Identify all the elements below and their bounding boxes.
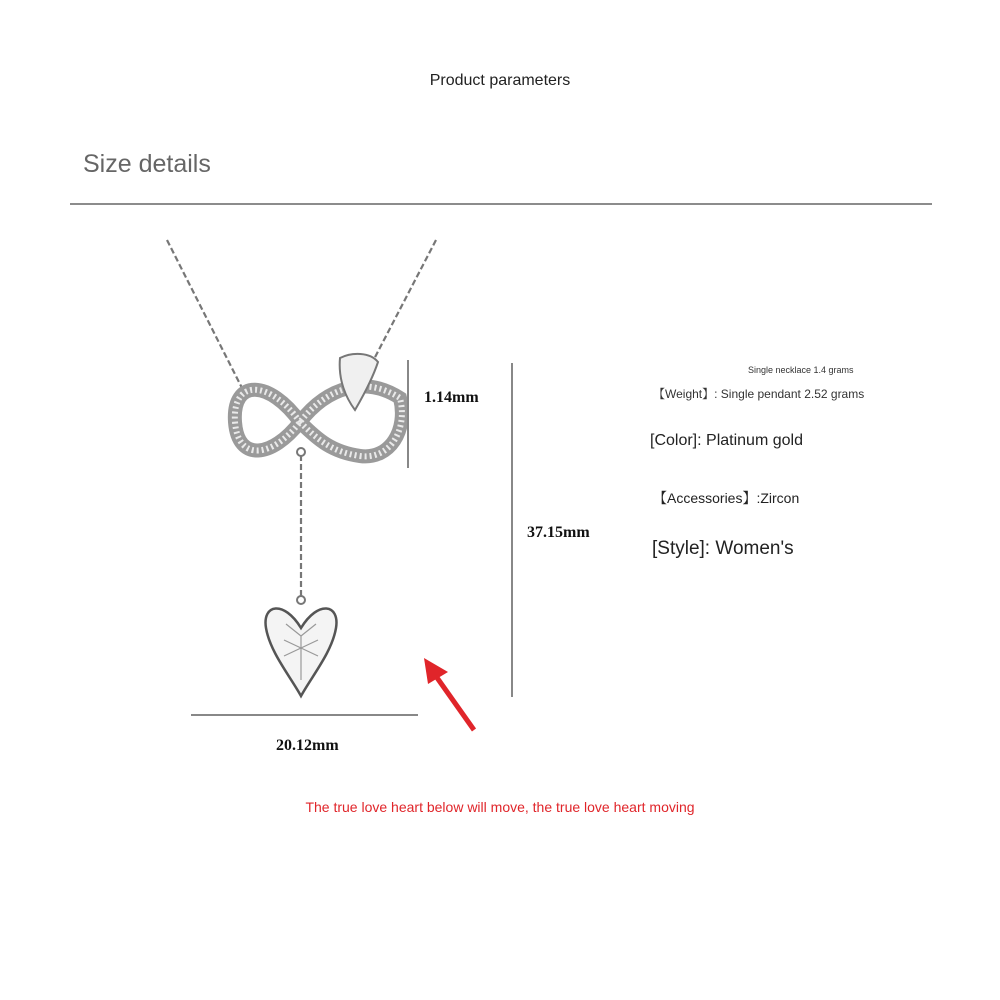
page-title: Product parameters	[429, 72, 571, 89]
red-arrow-icon	[424, 658, 474, 730]
dimension-pendant-height: 1.14mm	[424, 389, 479, 406]
dimension-width: 20.12mm	[276, 737, 339, 754]
section-title: Size details	[83, 150, 211, 178]
spec-style: [Style]: Women's	[652, 538, 794, 559]
spec-weight-necklace: Single necklace 1.4 grams	[748, 365, 854, 375]
moving-heart-note: The true love heart below will move, the true love heart moving	[305, 799, 695, 815]
spec-accessories: 【Accessories】:Zircon	[653, 490, 800, 506]
dimension-total-height: 37.15mm	[527, 524, 590, 541]
heart-pendant	[266, 596, 337, 696]
spec-weight: 【Weight】: Single pendant 2.52 grams	[653, 387, 865, 401]
infinity-pendant	[235, 354, 402, 456]
spec-color: [Color]: Platinum gold	[650, 432, 803, 449]
